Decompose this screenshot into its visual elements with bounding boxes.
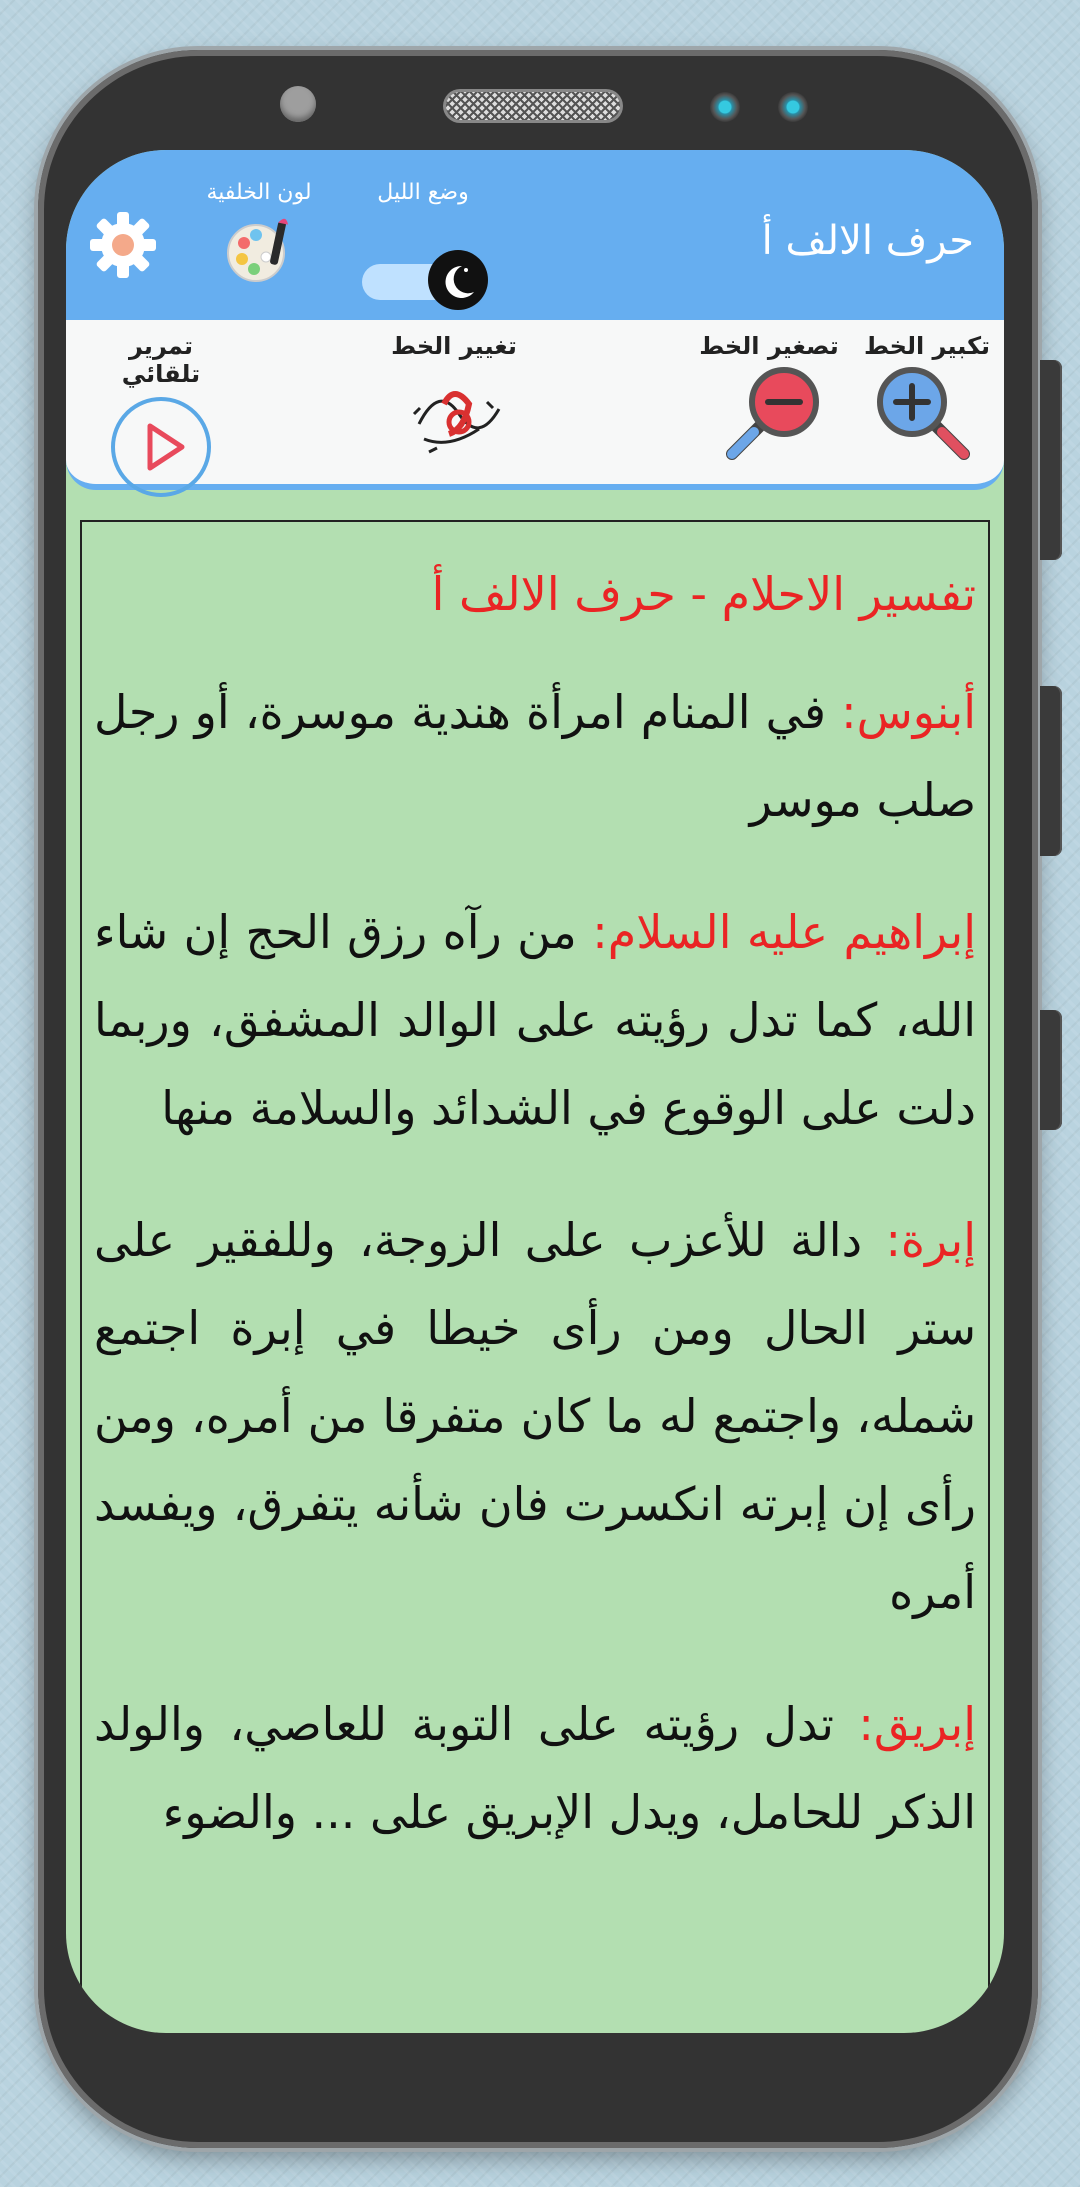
entry bbox=[94, 1680, 976, 1856]
gear-icon[interactable] bbox=[88, 210, 158, 280]
entry-text: تدل رؤيته على التوبة للعاصي، والولد الذكر للحامل، ويدل الإبريق على ... والضوء bbox=[94, 1697, 976, 1840]
enlarge-font-button[interactable] bbox=[862, 332, 992, 476]
night-mode-control[interactable] bbox=[348, 180, 498, 205]
night-mode-label: وضع الليل bbox=[377, 180, 469, 205]
calligraphy-icon bbox=[399, 364, 509, 474]
night-mode-toggle[interactable] bbox=[428, 250, 488, 310]
entry bbox=[94, 1196, 976, 1636]
phone-sensor bbox=[778, 92, 808, 122]
moon-icon bbox=[428, 250, 488, 310]
font-toolbar bbox=[66, 320, 1004, 490]
dream-content bbox=[80, 520, 990, 2033]
app-screen bbox=[66, 150, 1004, 2033]
phone-sensor bbox=[710, 92, 740, 122]
play-icon bbox=[106, 392, 216, 502]
entry-text: في المنام امرأة هندية موسرة، أو رجل صلب موسر bbox=[94, 685, 976, 828]
page-title: حرف الالف أ bbox=[761, 218, 974, 264]
auto-scroll-button[interactable] bbox=[86, 332, 236, 506]
entry-term: إبراهيم عليه السلام: bbox=[592, 905, 976, 960]
phone-side-button bbox=[1040, 360, 1062, 560]
app-bar bbox=[66, 150, 1004, 320]
background-color-label: لون الخلفية bbox=[206, 180, 312, 205]
entry-text: دالة للأعزب على الزوجة، وللفقير على ستر الحال ومن رأى خيطا في إبرة اجتمع شمله، واجتمع له ما كان متفرقا من أمره، ومن رأى إن إبرته انكسرت فان شأنه يتفرق، ويفسد أمره bbox=[94, 1213, 976, 1620]
entry bbox=[94, 668, 976, 844]
entry-term: إبريق: bbox=[858, 1697, 976, 1752]
enlarge-font-label: تكبير الخط bbox=[863, 332, 991, 360]
change-font-label: تغيير الخط bbox=[391, 332, 517, 360]
shrink-font-button[interactable] bbox=[694, 332, 844, 476]
phone-speaker bbox=[446, 92, 620, 120]
auto-scroll-label: تمرير تلقائي bbox=[121, 332, 201, 388]
entry bbox=[94, 888, 976, 1152]
phone-frame bbox=[38, 50, 1038, 2148]
entry-term: أبنوس: bbox=[841, 685, 976, 740]
palette-icon bbox=[224, 215, 294, 285]
zoom-in-icon bbox=[872, 362, 982, 472]
content-heading: تفسير الاحلام - حرف الالف أ bbox=[431, 567, 976, 621]
zoom-out-icon bbox=[714, 362, 824, 472]
phone-side-button bbox=[1040, 1010, 1062, 1130]
change-font-button[interactable] bbox=[374, 332, 534, 478]
entry-term: إبرة: bbox=[885, 1213, 976, 1268]
background-color-control[interactable] bbox=[194, 180, 324, 285]
entry-text: من رآه رزق الحج إن شاء الله، كما تدل رؤيته على الوالد المشفق، وربما دلت على الوقوع في الشدائد والسلامة منها bbox=[94, 905, 976, 1136]
phone-side-button bbox=[1040, 686, 1062, 856]
shrink-font-label: تصغير الخط bbox=[699, 332, 839, 360]
front-camera bbox=[280, 86, 316, 122]
